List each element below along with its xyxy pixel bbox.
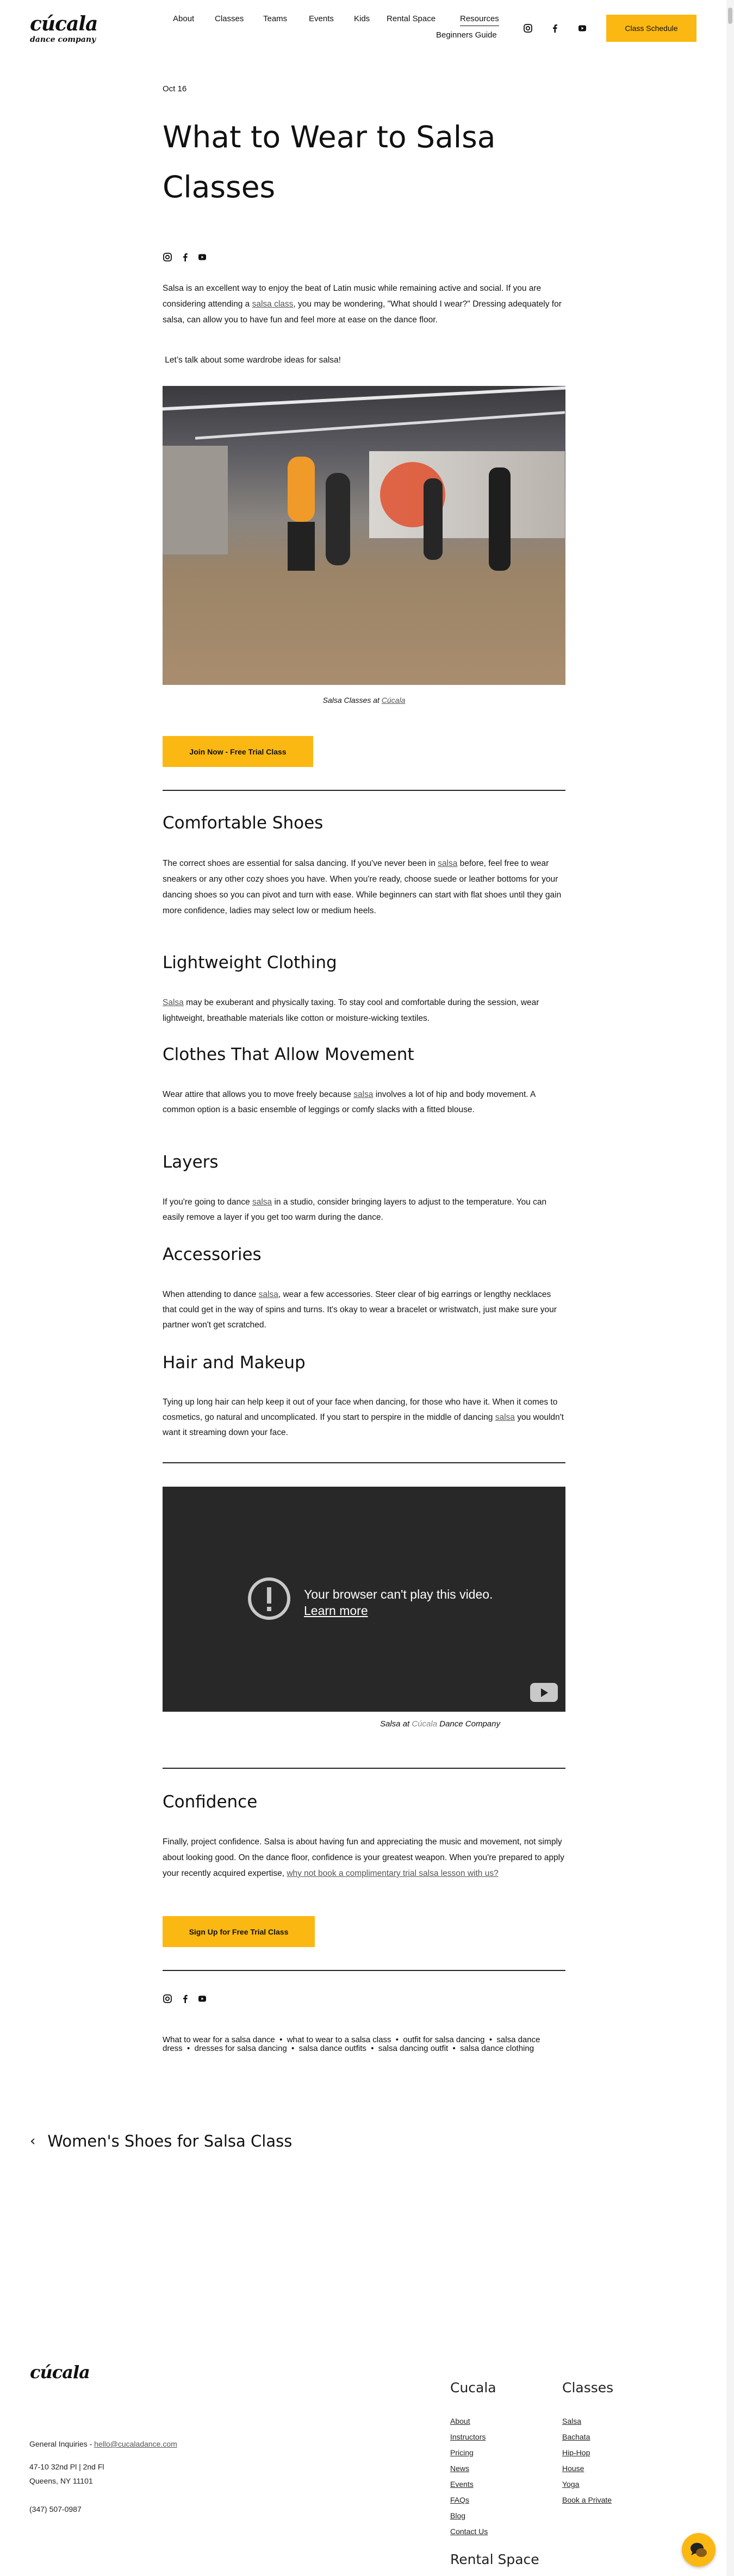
section-heading: Accessories [163,1245,262,1264]
nav-rental-space[interactable]: Rental Space [387,14,436,23]
tag-link[interactable]: what to wear to a salsa class [287,2035,391,2044]
divider [163,790,565,791]
logo[interactable]: cúcala dance company [30,13,98,44]
book-trial-link[interactable]: why not book a complimentary trial salsa lesson with us? [287,1869,499,1878]
tag-separator: • [484,2035,497,2044]
address-line-2: Queens, NY 11101 [29,2477,93,2485]
footer-link[interactable]: Hip-Hop [562,2448,590,2457]
tag-link[interactable]: salsa dance dress [163,2035,540,2053]
footer-link[interactable]: Pricing [450,2448,474,2457]
footer-link[interactable]: House [562,2464,584,2473]
nav-events[interactable]: Events [309,14,334,23]
section-paragraph: Salsa may be exuberant and physically taxing. To stay cool and comfortable during the session, wear lightweight, breathable materials like cotton or moisture-wicking textiles. [163,998,539,1023]
salsa-link[interactable]: salsa [258,1290,278,1299]
footer-link[interactable]: Blog [450,2511,466,2520]
join-free-trial-button[interactable]: Join Now - Free Trial Class [163,736,313,767]
phone-number: (347) 507-0987 [29,2505,82,2513]
alert-icon [247,1576,291,1621]
tag-list [163,2036,549,2053]
divider [163,1768,565,1769]
sign-up-free-trial-button[interactable]: Sign Up for Free Trial Class [163,1916,315,1947]
footer-heading-classes: Classes [562,2380,614,2396]
tag-separator: • [182,2044,195,2053]
tag-separator: • [275,2035,287,2044]
footer-link[interactable]: Yoga [562,2480,580,2488]
footer-link[interactable]: About [450,2417,470,2425]
previous-post-link[interactable]: ‹ Women's Shoes for Salsa Class [30,2132,293,2150]
footer-link[interactable]: Instructors [450,2432,486,2441]
salsa-link[interactable]: salsa [438,859,458,868]
tag-separator: • [448,2044,461,2053]
facebook-icon[interactable] [181,1994,190,2004]
section-heading: Hair and Makeup [163,1353,306,1373]
nav-classes[interactable]: Classes [215,14,244,23]
salsa-class-link[interactable]: salsa class [252,300,294,309]
address-line-1: 47-10 32nd Pl | 2nd Fl [29,2462,104,2471]
nav-teams[interactable]: Teams [263,14,288,23]
nav-kids[interactable]: Kids [354,14,370,23]
email-link[interactable]: hello@cucaladance.com [94,2440,177,2448]
section-paragraph: If you're going to dance salsa in a studio, consider bringing layers to adjust to the temperature. You can easily remove a layer if you get too warm during the dance. [163,1197,547,1222]
section-paragraph: Tying up long hair can help keep it out of your face when dancing, for those who have it. When it comes to cosmetics, go natural and uncomplicated. If you start to perspire in the middle of dancing salsa you wouldn't want it streaming down your face. [163,1398,564,1437]
class-schedule-button[interactable]: Class Schedule [606,15,696,42]
section-paragraph: When attending to dance salsa, wear a few accessories. Steer clear of big earrings or lengthy necklaces that could get in the way of spins and turns. It's okay to wear a bracelet or wristwatch, just make sure your partner won't get scratched. [163,1290,557,1330]
footer-link[interactable]: FAQs [450,2496,470,2504]
section-paragraph: The correct shoes are essential for salsa dancing. If you've never been in salsa before, feel free to wear sneakers or any other cozy shoes you have. When you're ready, choose suede or leather bottoms for your dancing shoes so you can pivot and turn with ease. While beginners can start with flat shoes until they gain more confidence, ladies may select low or medium heels. [163,859,562,915]
page-title: What to Wear to Salsa Classes [163,120,496,204]
section-heading: Clothes That Allow Movement [163,1045,414,1064]
instagram-icon[interactable] [163,252,172,262]
salsa-link[interactable]: Salsa [163,998,184,1007]
section-heading: Comfortable Shoes [163,813,324,833]
youtube-icon[interactable] [197,252,207,262]
footer-heading-rental-space: Rental Space [450,2552,539,2567]
general-inquiries: General Inquiries - hello@cucaladance.com [29,2440,177,2448]
nav-resources[interactable]: Resources [460,14,499,26]
tag-link[interactable]: salsa dancing outfit [378,2044,449,2053]
tag-link[interactable]: salsa dance outfits [298,2044,366,2053]
tag-link[interactable]: What to wear for a salsa dance [163,2035,275,2044]
video-error-message: Your browser can't play this video. [304,1587,493,1601]
footer-logo[interactable]: cúcala [30,2362,90,2382]
cucala-link[interactable]: Cúcala [412,1719,438,1729]
tag-link[interactable]: outfit for salsa dancing [403,2035,485,2044]
scrollbar[interactable] [726,0,734,2576]
section-heading: Layers [163,1152,219,1172]
tag-separator: • [287,2044,299,2053]
image-caption: Salsa Classes at Cúcala [322,696,406,704]
divider [163,1970,565,1971]
instagram-icon[interactable] [523,23,533,33]
learn-more-link[interactable]: Learn more [304,1604,368,1618]
footer-link[interactable]: Contact Us [450,2527,488,2536]
tag-link[interactable]: salsa dance clothing [460,2044,534,2053]
youtube-play-icon[interactable] [530,1683,558,1702]
nav-beginners-guide[interactable]: Beginners Guide [436,30,497,40]
section-paragraph: Finally, project confidence. Salsa is about having fun and appreciating the music and movement, not simply about looking good. On the dance floor, confidence is your greatest weapon. When you're prepared to apply your recently acquired expertise, why not book a complimentary trial salsa lesson with us? [163,1837,564,1878]
facebook-icon[interactable] [550,23,560,33]
footer-link[interactable]: News [450,2464,470,2473]
intro-paragraph-2: Let’s talk about some wardrobe ideas for salsa! [163,355,341,365]
chevron-left-icon: ‹ [30,2133,36,2149]
divider [163,1462,565,1463]
youtube-icon[interactable] [577,23,587,33]
tag-separator: • [366,2044,378,2053]
salsa-link[interactable]: salsa [252,1197,272,1207]
facebook-icon[interactable] [181,252,190,262]
footer-link[interactable]: Book a Private [562,2496,612,2504]
footer-link[interactable]: Bachata [562,2432,590,2441]
chat-icon [682,2533,716,2567]
section-heading: Lightweight Clothing [163,953,337,972]
section-paragraph: Wear attire that allows you to move freely because salsa involves a lot of hip and body movement. A common option is a basic ensemble of leggings or comfy slacks with a fitted blouse. [163,1090,536,1114]
youtube-icon[interactable] [197,1994,207,2004]
tag-link[interactable]: dresses for salsa dancing [194,2044,287,2053]
footer-heading-cucala: Cucala [450,2380,496,2396]
chat-button[interactable] [682,2533,716,2567]
section-heading: Confidence [163,1792,258,1812]
salsa-class-photo [163,386,565,685]
video-caption: Salsa at Cúcala Dance Company [380,1719,500,1729]
cucala-link[interactable]: Cúcala [381,696,406,704]
post-date: Oct 16 [163,84,187,93]
footer-link[interactable]: Events [450,2480,474,2488]
nav-about[interactable]: About [173,14,195,23]
intro-paragraph: Salsa is an excellent way to enjoy the beat of Latin music while remaining active and social. If you are considering attending a salsa class, you may be wondering, "What should I wear?" Dressing adequately for salsa, can allow you to have fun and feel more at ease on the dance floor. [163,284,562,325]
instagram-icon[interactable] [163,1994,172,2004]
video-player[interactable] [163,1487,565,1712]
salsa-link[interactable]: salsa [353,1090,374,1099]
tag-separator: • [391,2035,403,2044]
salsa-link[interactable]: salsa [495,1413,515,1422]
footer-link[interactable]: Salsa [562,2417,582,2425]
